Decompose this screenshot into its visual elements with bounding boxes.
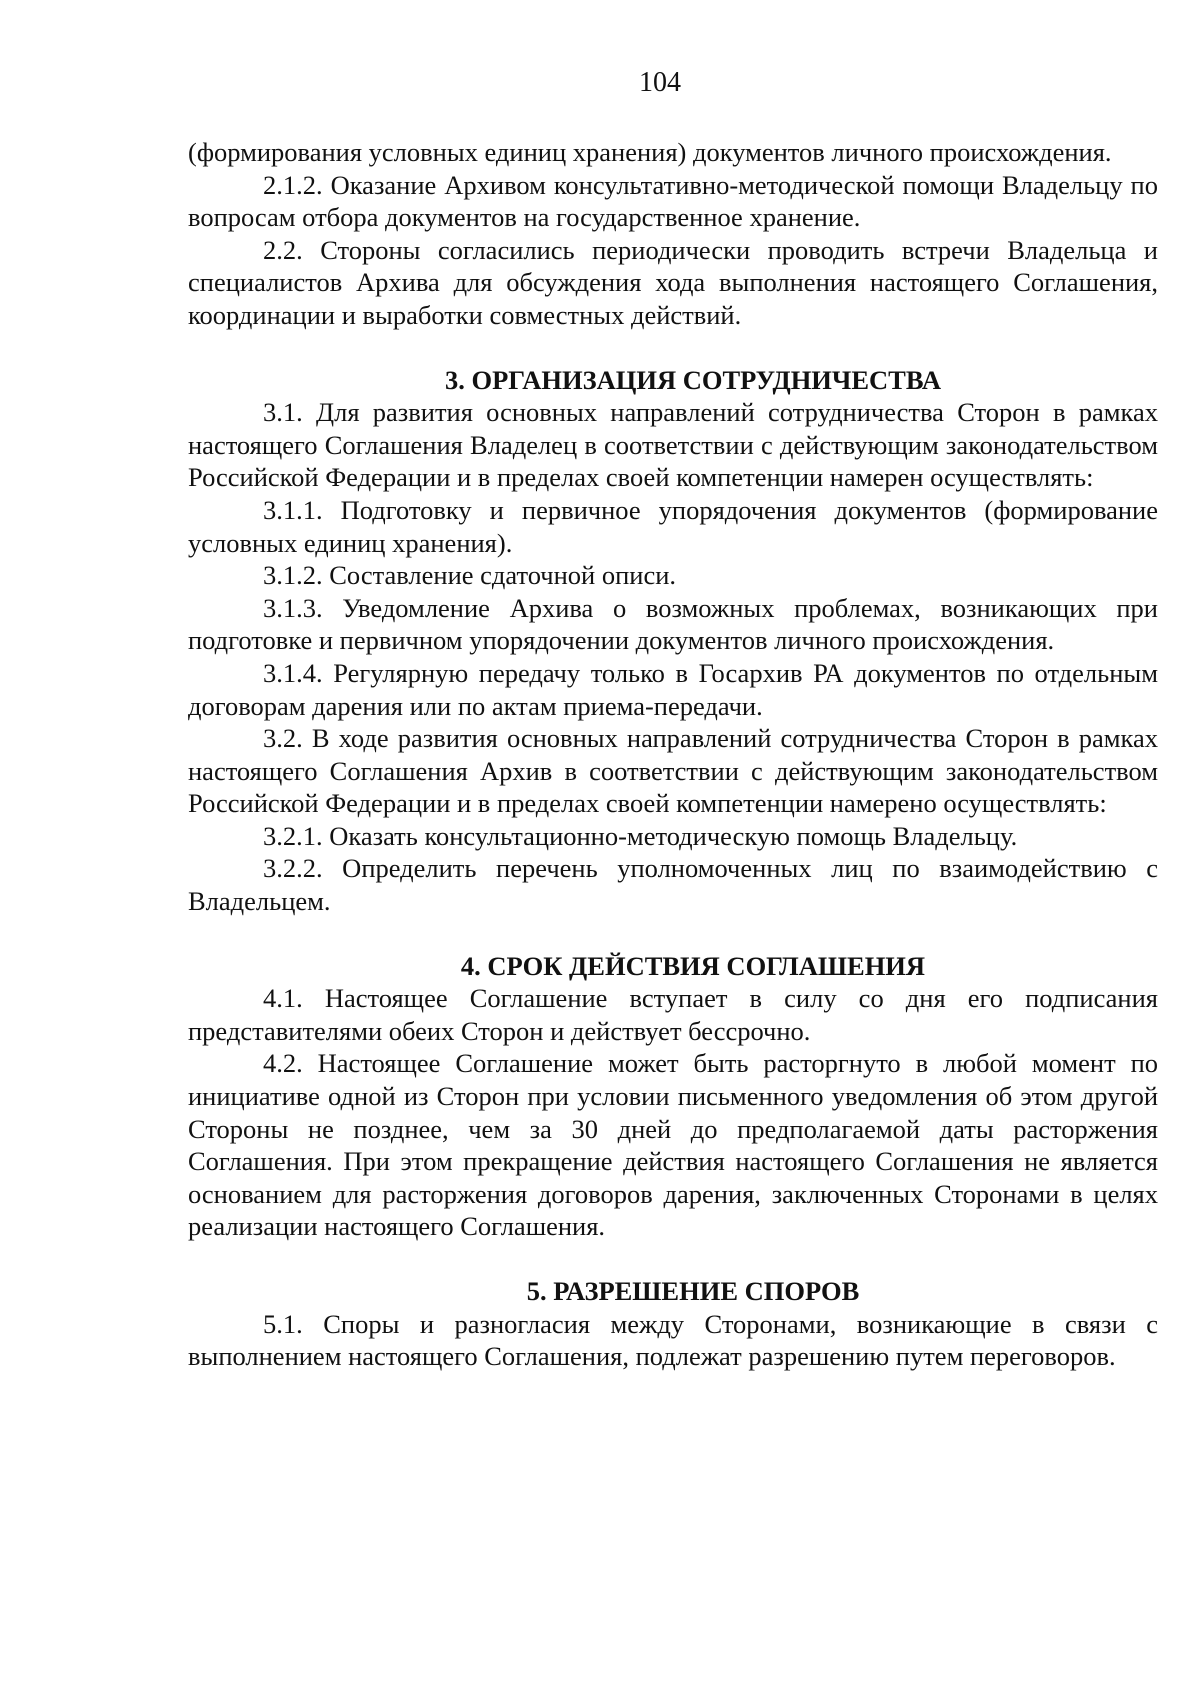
section-gap [188, 1243, 1158, 1275]
paragraph-3-1-3: 3.1.3. Уведомление Архива о возможных проблемах, возникающих при подготовке и первичном упорядочении документов личного происхождения. [188, 592, 1158, 656]
paragraph-3-1-2: 3.1.2. Составление сдаточной описи. [263, 560, 677, 591]
paragraph-3-2-2: 3.2.2. Определить перечень уполномоченных лиц по взаимодействию с Владельцем. [188, 853, 1158, 917]
page-number: 104 [639, 67, 681, 98]
section-5-heading: 5. РАЗРЕШЕНИЕ СПОРОВ [526, 1276, 860, 1306]
paragraph-2-1-2: 2.1.2. Оказание Архивом консультативно-методической помощи Владельцу по вопросам отбора документов на государственное хранение. [188, 169, 1158, 233]
paragraph-4-1: 4.1. Настоящее Соглашение вступает в силу со дня его подписания представителями обеих Сторон и действует бессрочно. [188, 983, 1158, 1046]
paragraph-continuation: (формирования условных единиц хранения) документов личного происхождения. [188, 137, 1112, 167]
paragraph-3-1-4: 3.1.4. Регулярную передачу только в Госархив РА документов по отдельным договорам дарения или по актам приема-передачи. [188, 657, 1158, 721]
paragraph-3-1-1: 3.1.1. Подготовку и первичное упорядочения документов (формирование условных единиц хранения). [188, 494, 1158, 558]
section-gap [188, 332, 1158, 364]
document-body [188, 136, 1158, 1373]
paragraph-2-2: 2.2. Стороны согласились периодически проводить встречи Владельца и специалистов Архива для обсуждения хода выполнения настоящего Соглашения, координации и выработки совместных действий. [188, 234, 1158, 330]
paragraph-4-2: 4.2. Настоящее Соглашение может быть расторгнуто в любой момент по инициативе одной из Сторон при условии письменного уведомления об этом другой Стороны не позднее, чем за 30 дней до предполагаемой даты расторжения Соглашения. При этом прекращение действия настоящего Соглашения не является основанием для расторжения договоров дарения, заключенных Сторонами в целях реализации настоящего Соглашения. [188, 1048, 1158, 1242]
section-3-heading: 3. ОРГАНИЗАЦИЯ СОТРУДНИЧЕСТВА [444, 364, 941, 395]
paragraph-3-2-1: 3.2.1. Оказать консультационно-методическую помощь Владельцу. [263, 820, 1018, 851]
paragraph-5-1: 5.1. Споры и разногласия между Сторонами, возникающие в связи с выполнением настоящего Соглашения, подлежат разрешению путем переговоров. [188, 1308, 1158, 1372]
section-gap [188, 918, 1158, 950]
paragraph-3-1: 3.1. Для развития основных направлений сотрудничества Сторон в рамках настоящего Соглашения Владелец в соответствии с действующим законодательством Российской Федерации и в пределах своей компетенции намерен осуществлять: [188, 397, 1158, 493]
paragraph-3-2: 3.2. В ходе развития основных направлений сотрудничества Сторон в рамках настоящего Соглашения Архив в соответствии с действующим законодательством Российской Федерации и в пределах своей компетенции намерено осуществлять: [188, 723, 1158, 819]
section-4-heading: 4. СРОК ДЕЙСТВИЯ СОГЛАШЕНИЯ [460, 950, 926, 981]
